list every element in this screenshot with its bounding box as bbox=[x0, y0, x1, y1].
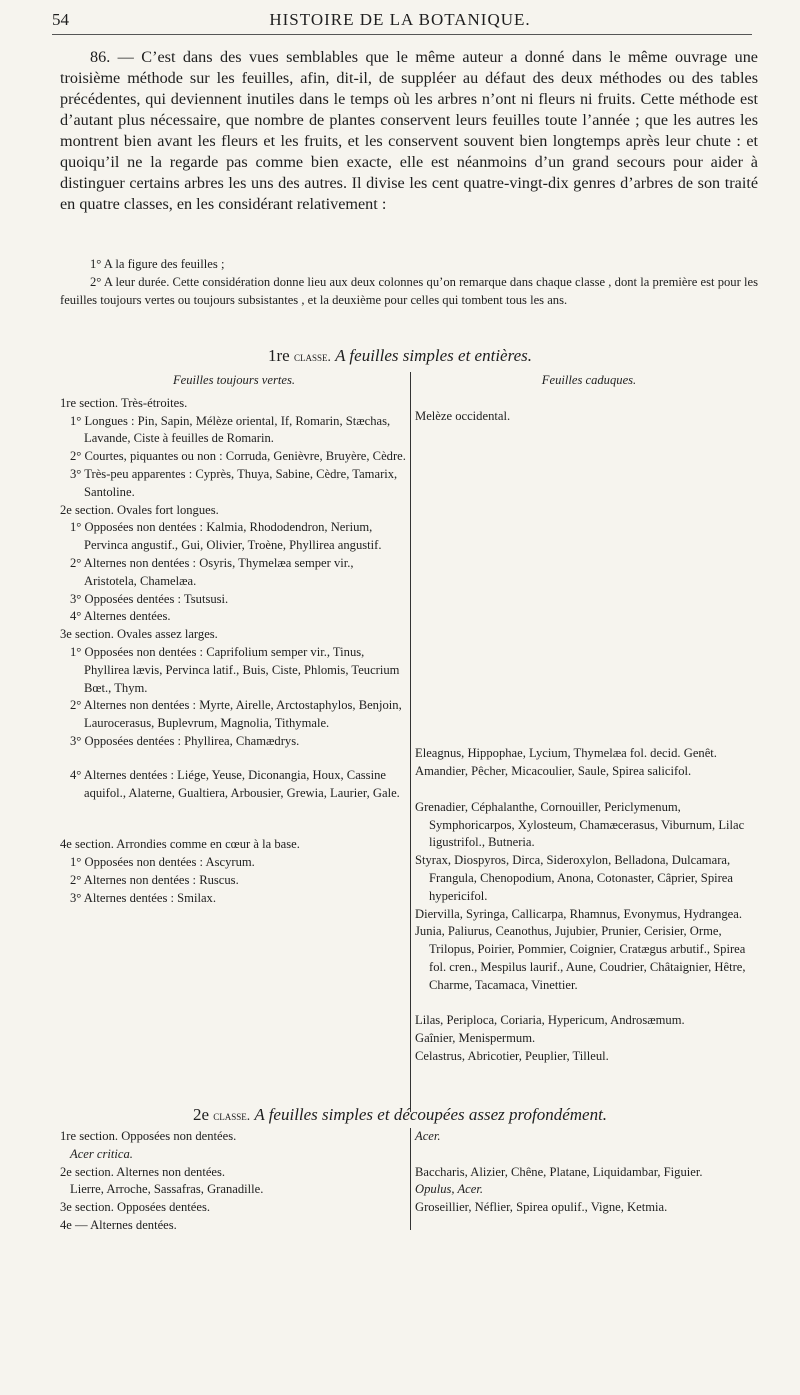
section-2-item-3: 3° Opposées dentées : Tsutsusi. bbox=[70, 591, 229, 606]
section-1: 1re section. Très-étroites. bbox=[60, 395, 188, 410]
section-1-item-3: 3° Très-peu apparentes : Cyprès, Thuya, Sabine, Cèdre, Tamarix, Santoline. bbox=[70, 466, 398, 499]
class1-num: 1re bbox=[268, 346, 290, 365]
col-head-deciduous: Feuilles caduques. bbox=[541, 373, 637, 387]
section-3-item-4: 4° Alternes dentées : Liége, Yeuse, Diconangia, Houx, Cassine aquifol., Alaterne, Gualtiera, Arbousier, Grewia, Laurier, Gale. bbox=[70, 767, 400, 800]
col-head-evergreen: Feuilles toujours vertes. bbox=[172, 373, 296, 387]
page-number: 54 bbox=[52, 10, 69, 29]
c2-left-3: 2e section. Alternes non dentées. bbox=[60, 1164, 226, 1179]
intro-paragraph: 86. — C’est dans des vues semblables que le même auteur a donné dans le même ouvrage une troisième méthode sur les feuilles, afin, dit-il, de suppléer au défaut des deux méthodes ou des tables précédentes, qui deviennent inutiles dans le temps où les arbres n’ont ni fleurs ni fruits. Cette méthode est d’autant plus nécessaire, que nombre de plantes conservent leurs feuilles toute l’année ; que les autres les montrent bien avant les fleurs et les fruits, et les conservent souvent bien longtemps après leur chute : et quoiqu’il ne la regarde pas comme bien exacte, elle est néanmoins d’un grand secours pour aider à distinguer certains arbres les uns des autres. Il divise les cent quatre-vingt-dix genres d’arbres de son traité en quatre classes, en les considérant relativement : bbox=[60, 48, 758, 213]
class2-label: classe. bbox=[213, 1108, 251, 1123]
class1-left-column bbox=[60, 372, 408, 908]
class1-column-divider bbox=[410, 372, 411, 1112]
section-4-item-2: 2° Alternes non dentées : Ruscus. bbox=[70, 872, 239, 887]
class2-title: A feuilles simples et découpées assez profondément. bbox=[254, 1105, 608, 1124]
right-entry-6: Diervilla, Syringa, Callicarpa, Rhamnus, Evonymus, Hydrangea. bbox=[415, 906, 743, 921]
section-2: 2e section. Ovales fort longues. bbox=[60, 502, 219, 517]
class2-num: 2e bbox=[192, 1105, 209, 1124]
section-1-item-1: 1° Longues : Pin, Sapin, Mélèze oriental, If, Romarin, Stæchas, Lavande, Ciste à feuilles de Romarin. bbox=[70, 413, 391, 446]
class1-heading bbox=[0, 346, 800, 366]
class1-label: classe. bbox=[293, 349, 331, 364]
c2-left-6: 4e — Alternes dentées. bbox=[60, 1217, 177, 1232]
right-entry-2: Eleagnus, Hippophae, Lycium, Thymelæa fol. decid. Genêt. bbox=[415, 746, 717, 761]
class1-right-column bbox=[415, 372, 763, 1066]
c2-left-2 bbox=[60, 1146, 408, 1164]
c2-left-5: 3e section. Opposées dentées. bbox=[60, 1200, 211, 1215]
right-entry-7: Junia, Paliurus, Ceanothus, Jujubier, Prunier, Cerisier, Orme, Trilopus, Poirier, Pommier, Coignier, Cratægus arbutif., Spirea fol. cren., Mespilus laurif., Aune, Coudrier, Châtaignier, Hêtre, Charme, Tacamaca, Vinettier. bbox=[415, 924, 746, 992]
c2-right-3 bbox=[415, 1181, 763, 1199]
running-title: HISTOIRE DE LA BOTANIQUE. bbox=[269, 10, 531, 29]
page-header bbox=[52, 10, 748, 34]
c2-right-1-text: Acer. bbox=[415, 1129, 441, 1143]
note-item-1: 1° A la figure des feuilles ; bbox=[90, 257, 225, 271]
right-entry-4: Grenadier, Céphalanthe, Cornouiller, Periclymenum, Symphoricarpos, Xylosteum, Chamæcerasus, Viburnum, Lilac ligustrifol., Butneria. bbox=[415, 799, 745, 850]
section-3-item-3: 3° Opposées dentées : Phyllirea, Chamædrys. bbox=[70, 733, 300, 748]
section-3: 3e section. Ovales assez larges. bbox=[60, 627, 218, 642]
intro-notes bbox=[60, 256, 758, 309]
section-4-item-3: 3° Alternes dentées : Smilax. bbox=[70, 890, 216, 905]
right-entry-9: Gaînier, Menispermum. bbox=[415, 1031, 536, 1046]
c2-left-4: Lierre, Arroche, Sassafras, Granadille. bbox=[70, 1182, 264, 1197]
c2-right-3-text: Opulus, Acer. bbox=[415, 1182, 483, 1197]
class2-heading bbox=[0, 1105, 800, 1125]
right-entry-8: Lilas, Periploca, Coriaria, Hypericum, Androsæmum. bbox=[415, 1013, 685, 1028]
section-2-item-1: 1° Opposées non dentées : Kalmia, Rhododendron, Nerium, Pervinca angustif., Gui, Olivier, Troène, Phyllirea angustif. bbox=[70, 520, 382, 553]
class2-left-column bbox=[60, 1128, 408, 1235]
section-4: 4e section. Arrondies comme en cœur à la base. bbox=[60, 837, 300, 852]
class2-right-column bbox=[415, 1128, 763, 1217]
class2-column-divider bbox=[410, 1128, 411, 1230]
section-2-item-4: 4° Alternes dentées. bbox=[70, 609, 171, 624]
c2-right-2: Baccharis, Alizier, Chêne, Platane, Liquidambar, Figuier. bbox=[415, 1164, 703, 1179]
class1-title: A feuilles simples et entières. bbox=[335, 346, 532, 365]
section-2-item-2: 2° Alternes non dentées : Osyris, Thymelæa semper vir., Aristotela, Chamelæa. bbox=[70, 555, 354, 588]
header-rule bbox=[52, 34, 752, 35]
c2-right-4: Groseillier, Néflier, Spirea opulif., Vigne, Ketmia. bbox=[415, 1200, 668, 1215]
right-entry-1: Melèze occidental. bbox=[415, 408, 511, 423]
c2-left-2-text: Acer critica. bbox=[70, 1146, 133, 1161]
section-3-item-2: 2° Alternes non dentées : Myrte, Airelle, Arctostaphylos, Benjoin, Laurocerasus, Buplevrum, Magnolia, Tithymale. bbox=[70, 698, 402, 731]
section-1-item-2: 2° Courtes, piquantes ou non : Corruda, Genièvre, Bruyère, Cèdre. bbox=[70, 449, 406, 464]
section-4-item-1: 1° Opposées non dentées : Ascyrum. bbox=[70, 855, 255, 870]
right-entry-10: Celastrus, Abricotier, Peuplier, Tilleul. bbox=[415, 1048, 609, 1063]
right-entry-3: Amandier, Pêcher, Micacoulier, Saule, Spirea salicifol. bbox=[415, 764, 692, 779]
section-3-item-1: 1° Opposées non dentées : Caprifolium semper vir., Tinus, Phyllirea lævis, Pervinca latif., Buis, Ciste, Phlomis, Teucrium Bœt., Thym. bbox=[70, 644, 400, 695]
note-item-2: 2° A leur durée. Cette considération donne lieu aux deux colonnes qu’on remarque dans chaque classe , dont la première est pour les feuilles toujours vertes ou toujours subsistantes , et la deuxième pour celles qui tombent tous les ans. bbox=[60, 274, 758, 307]
right-entry-5: Styrax, Diospyros, Dirca, Sideroxylon, Belladona, Dulcamara, Frangula, Chenopodium, Anona, Cotonaster, Câprier, Spirea hypericifol. bbox=[415, 853, 733, 903]
c2-left-1: 1re section. Opposées non dentées. bbox=[60, 1129, 237, 1143]
c2-right-1 bbox=[415, 1128, 763, 1146]
